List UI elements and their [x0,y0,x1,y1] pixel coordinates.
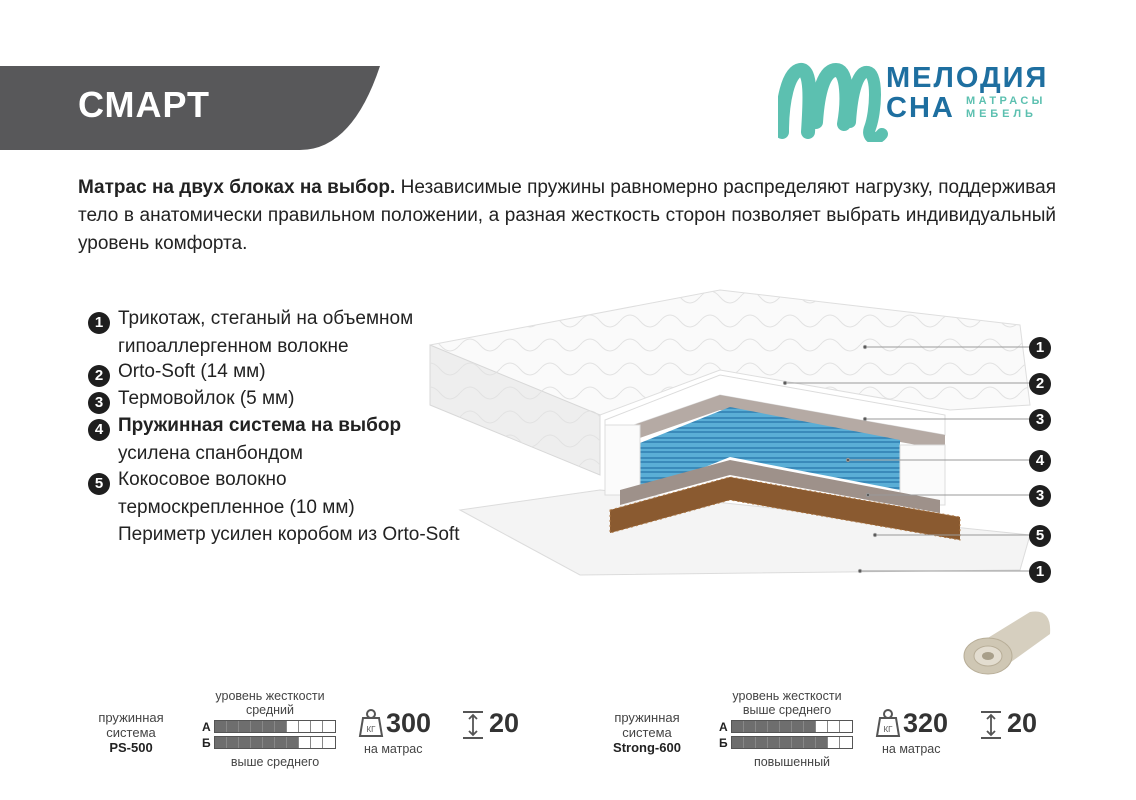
rigidity-cell-filled [816,737,828,748]
rigidity-cell-empty [311,737,323,748]
rigidity-scale [214,720,336,733]
rigidity-cell-filled [227,721,239,732]
layer-text-bold: Пружинная система на выбор [118,415,402,436]
svg-text:КГ: КГ [366,725,376,734]
layer-text: Термовойлок (5 мм) [118,388,295,409]
callout-badge-4: 4 [1029,449,1051,472]
rigidity-row-b-2 [719,736,853,749]
callout-badge-3: 3 [1029,408,1051,431]
layer-text: Трикотаж, стеганый на объемном [118,308,414,329]
rigidity-cell-filled [744,737,756,748]
rigidity-cell-filled [239,721,251,732]
rigidity-cell-empty [828,737,840,748]
side-b-label: Б [719,735,728,750]
page-title: СМАРТ [78,84,211,125]
layer-number-badge: 1 [88,312,110,334]
layer-item-3 [88,386,294,414]
max-load-caption-1: на матрас [364,742,423,756]
layer-number-badge: 4 [88,419,110,441]
rigidity-cell-filled [768,737,780,748]
rigidity-row-a-1 [202,720,336,733]
layer-item-1 [88,306,413,361]
rigidity-cell-filled [756,721,768,732]
max-load-caption-2: на матрас [882,742,941,756]
layer-number-badge: 2 [88,365,110,387]
rigidity-scale [214,736,336,749]
spring-system-label-1: пружинная система PS-500 [98,710,164,755]
layer-item-5 [88,467,459,548]
layer-item-2 [88,359,266,387]
layer-number-badge: 5 [88,473,110,495]
layer-text: гипоаллергенном волокне [118,336,349,357]
layer-text: Кокосовое волокно [118,469,287,490]
rigidity-cell-empty [816,721,828,732]
intro-bold: Матрас на двух блоках на выбор. [78,177,396,198]
rigidity-cell-empty [287,721,299,732]
rigidity-cell-filled [275,721,287,732]
rigidity-cell-filled [732,721,744,732]
layer-text: усилена спанбондом [118,443,303,464]
callout-badge-1b: 1 [1029,560,1051,583]
logo-subtitle-2: МЕБЕЛЬ [966,108,1037,120]
height-icon [980,710,1002,740]
svg-text:КГ: КГ [883,725,893,734]
rigidity-cell-filled [804,737,816,748]
rigidity-bottom-1: выше среднего [230,755,320,769]
layer-text: Периметр усилен коробом из Orto-Soft [118,523,460,545]
layer-text: Orto-Soft (14 мм) [118,361,266,382]
rigidity-title-1: уровень жесткости средний [215,689,325,717]
spring-system-name: Strong-600 [613,740,681,755]
rigidity-cell-filled [251,737,263,748]
mattress-cutaway-illustration [420,285,1070,595]
logo-word-2: СНА [886,92,955,124]
rigidity-title-2: уровень жесткости выше среднего [732,689,842,717]
rigidity-cell-filled [251,721,263,732]
rigidity-cell-filled [792,737,804,748]
rigidity-cell-filled [263,721,275,732]
rigidity-cell-filled [239,737,251,748]
callout-badge-2: 2 [1029,372,1051,395]
rigidity-cell-filled [780,721,792,732]
coconut-roll-illustration [960,604,1056,686]
rigidity-cell-filled [756,737,768,748]
max-load-value-2: 320 [903,708,949,738]
callout-badge-3b: 3 [1029,484,1051,507]
rigidity-cell-empty [311,721,323,732]
rigidity-cell-filled [275,737,287,748]
spring-system-name: PS-500 [109,740,153,755]
layer-number-badge: 3 [88,392,110,414]
rigidity-bottom-2: повышенный [753,755,831,769]
height-value-1: 20 [489,708,520,738]
rigidity-cell-filled [744,721,756,732]
weight-kg-icon [875,708,901,738]
spring-system-label-2: пружинная система Strong-600 [613,710,681,755]
rigidity-cell-filled [215,737,227,748]
rigidity-cell-filled [227,737,239,748]
rigidity-cell-filled [804,721,816,732]
rigidity-cell-filled [780,737,792,748]
max-load-value-1: 300 [386,708,432,738]
logo-subtitle-1: МАТРАСЫ [966,95,1046,107]
rigidity-row-a-2 [719,720,853,733]
rigidity-cell-empty [323,721,335,732]
intro-paragraph [78,174,1056,258]
rigidity-cell-filled [215,721,227,732]
layer-item-4 [88,413,401,468]
rigidity-cell-filled [792,721,804,732]
rigidity-cell-filled [263,737,275,748]
side-a-label: А [202,719,211,734]
rigidity-cell-empty [828,721,840,732]
rigidity-cell-filled [732,737,744,748]
logo-word-1: МЕЛОДИЯ [886,62,1049,94]
callout-badge-1: 1 [1029,336,1051,359]
rigidity-cell-empty [840,737,852,748]
rigidity-cell-empty [840,721,852,732]
rigidity-cell-empty [323,737,335,748]
callout-badge-5: 5 [1029,524,1051,547]
rigidity-scale [731,736,853,749]
rigidity-cell-empty [299,721,311,732]
height-icon [462,710,484,740]
layer-text: термоскрепленное (10 мм) [118,497,355,518]
rigidity-cell-empty [299,737,311,748]
intro-text: Независимые пружины равномерно распределяют нагрузку, поддерживая тело в анатомически правильном положении, а разная жесткость сторон позволяет выбрать индивидуальный уровень комфорта. [78,177,1057,254]
weight-kg-icon [358,708,384,738]
side-b-label: Б [202,735,211,750]
rigidity-scale [731,720,853,733]
rigidity-row-b-1 [202,736,336,749]
height-value-2: 20 [1007,708,1038,738]
side-a-label: А [719,719,728,734]
rigidity-cell-filled [287,737,299,748]
rigidity-cell-filled [768,721,780,732]
